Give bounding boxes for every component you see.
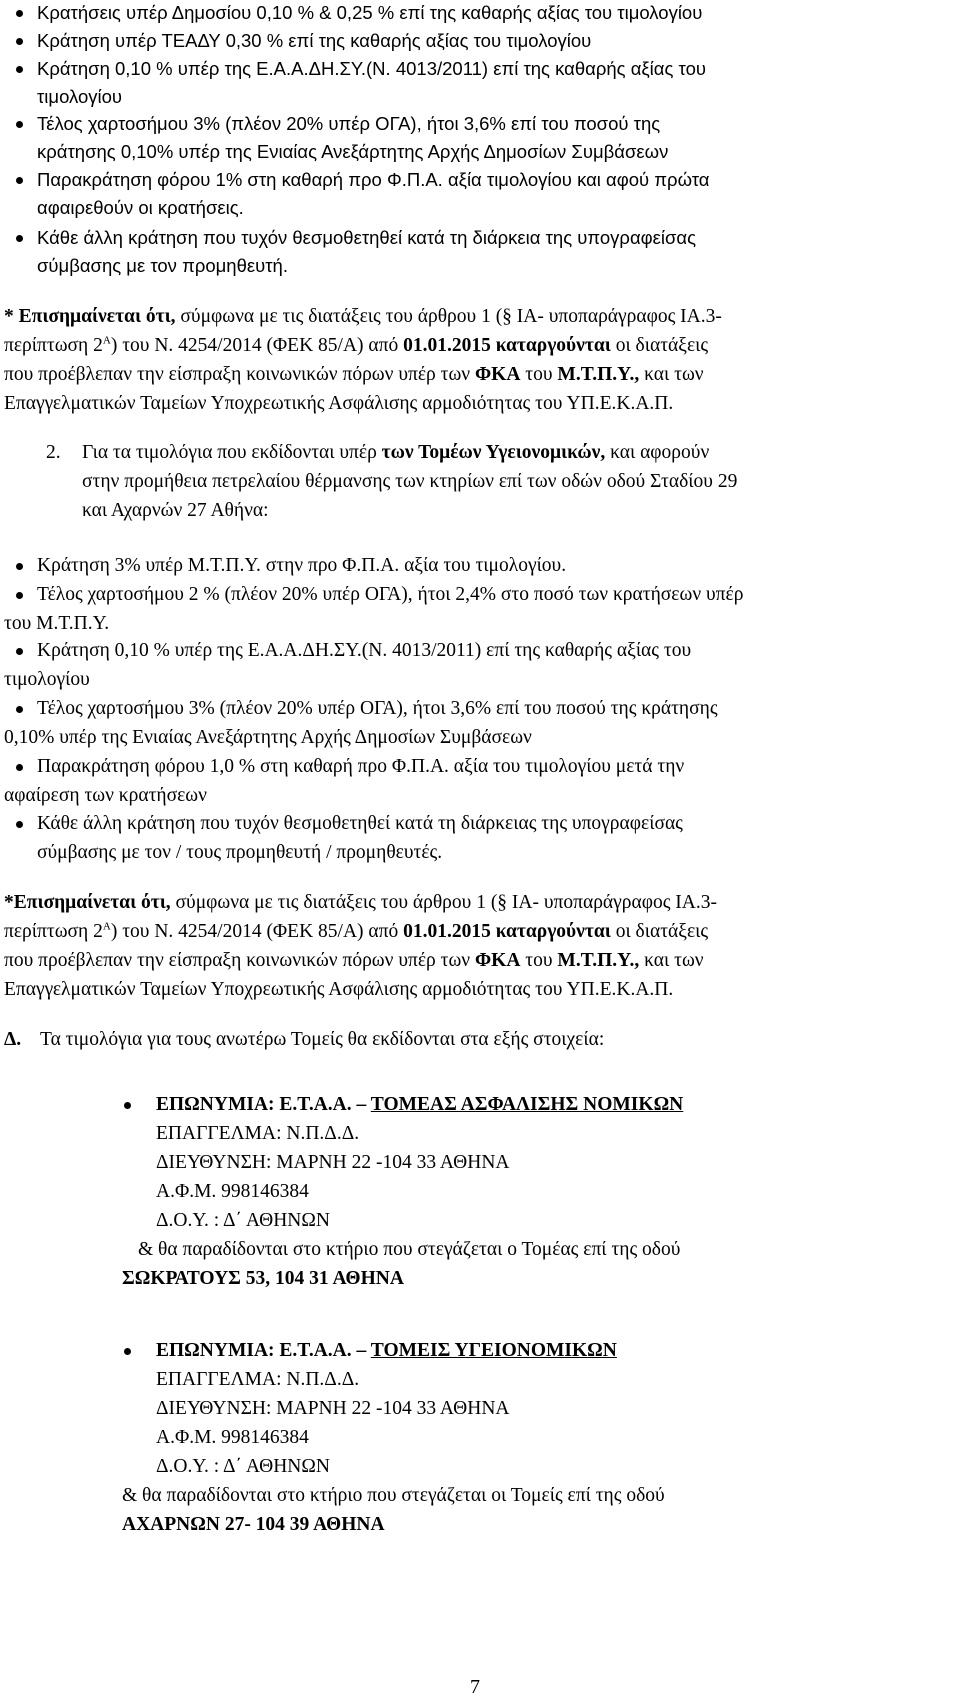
s1-bullet-6: Κάθε άλλη κράτηση που τυχόν θεσμοθετηθεί κατά τη διάρκεια της υπογραφείσας xyxy=(37,227,697,248)
section2-l1-end: και αφορούν xyxy=(610,442,710,463)
entity1-doy: Δ.Ο.Υ. : Δ΄ ΑΘΗΝΩΝ xyxy=(156,1210,330,1231)
bullet-icon xyxy=(16,121,23,128)
entity2-delivery: & θα παραδίδονται στο κτήριο που στεγάζεται οι Τομείς επί της οδού xyxy=(122,1485,665,1506)
note2-fka: ΦΚΑ xyxy=(475,950,521,971)
note1-line4: Επαγγελματικών Ταμείων Υποχρεωτικής Ασφάλισης αρμοδιότητας του ΥΠ.Ε.Κ.Α.Π. xyxy=(4,393,674,414)
section2-line2: στην προμήθεια πετρελαίου θέρμανσης των κτηρίων επί των οδών οδού Σταδίου 29 xyxy=(82,471,738,492)
entity2-occupation: ΕΠΑΓΓΕΛΜΑ: Ν.Π.Δ.Δ. xyxy=(156,1369,360,1390)
s1-bullet-2: Κράτηση υπέρ ΤΕΑΔΥ 0,30 % επί της καθαρής αξίας του τιμολογίου xyxy=(37,30,592,51)
entity1-name xyxy=(156,1095,683,1115)
s1-bullet-3-cont: τιμολογίου xyxy=(37,86,123,107)
s2-bullet-3: Κράτηση 0,10 % υπέρ της Ε.Α.Α.ΔΗ.ΣΥ.(Ν. 4013/2011) επί της καθαρής αξίας του xyxy=(37,640,692,661)
note2-date: 01.01.2015 xyxy=(403,921,491,942)
s1-bullet-1: Κρατήσεις υπέρ Δημοσίου 0,10 % & 0,25 % επί της καθαρής αξίας του τιμολογίου xyxy=(37,2,703,23)
note1-line3 xyxy=(4,365,704,385)
bullet-icon xyxy=(16,235,23,242)
note1-l3-mid: του xyxy=(525,364,553,385)
note2-line1 xyxy=(4,893,717,913)
bullet-icon xyxy=(16,764,23,771)
section2-line1 xyxy=(82,443,709,463)
entity2-street: ΑΧΑΡΝΩΝ 27- 104 39 ΑΘΗΝΑ xyxy=(122,1514,385,1535)
s2-bullet-2: Τέλος χαρτοσήμου 2 % (πλέον 20% υπέρ ΟΓΑ), ήτοι 2,4% στο ποσό των κρατήσεων υπέρ xyxy=(37,584,744,605)
note1-l2-b: ) του Ν. 4254/2014 (ΦΕΚ 85/Α) από xyxy=(110,335,399,356)
note2-l3-mid: του xyxy=(525,950,553,971)
note2-emphasis: *Επισημαίνεται ότι, xyxy=(4,892,171,913)
note2-line3 xyxy=(4,951,704,971)
note1-line1 xyxy=(4,307,722,327)
entity2-name xyxy=(156,1341,617,1361)
bullet-icon xyxy=(16,66,23,73)
s1-bullet-4-cont: κράτησης 0,10% υπέρ της Ενιαίας Ανεξάρτητης Αρχής Δημοσίων Συμβάσεων xyxy=(37,141,669,162)
bullet-icon xyxy=(124,1348,131,1355)
entity2-doy: Δ.Ο.Υ. : Δ΄ ΑΘΗΝΩΝ xyxy=(156,1456,330,1477)
entity1-occupation: ΕΠΑΓΓΕΛΜΑ: Ν.Π.Δ.Δ. xyxy=(156,1123,360,1144)
entity1-street: ΣΩΚΡΑΤΟΥΣ 53, 104 31 ΑΘΗΝΑ xyxy=(122,1268,404,1289)
s2-bullet-4-cont: 0,10% υπέρ της Ενιαίας Ανεξάρτητης Αρχής Δημοσίων Συμβάσεων xyxy=(4,727,532,748)
note1-date: 01.01.2015 xyxy=(403,335,491,356)
bullet-icon xyxy=(16,10,23,17)
section2-number: 2. xyxy=(46,442,61,463)
note1-l2-sup: Α xyxy=(102,334,111,347)
entity2-address: ΔΙΕΥΘΥΝΣΗ: ΜΑΡΝΗ 22 -104 33 ΑΘΗΝΑ xyxy=(156,1398,510,1419)
bullet-icon xyxy=(16,38,23,45)
entity2-afm: Α.Φ.Μ. 998146384 xyxy=(156,1427,309,1448)
bullet-icon xyxy=(16,563,23,570)
bullet-icon xyxy=(16,648,23,655)
note1-abolished: καταργούνται xyxy=(495,335,611,356)
s1-bullet-6-cont: σύμβασης με τον προμηθευτή. xyxy=(37,255,288,276)
s2-bullet-6: Κάθε άλλη κράτηση που τυχόν θεσμοθετηθεί κατά τη διάρκειας της υπογραφείσας xyxy=(37,813,683,834)
section2-l1-a: Για τα τιμολόγια που εκδίδονται υπέρ xyxy=(82,442,377,463)
s2-bullet-3-cont: τιμολογίου xyxy=(4,669,90,690)
note1-line2 xyxy=(4,336,708,356)
s1-bullet-4: Τέλος χαρτοσήμου 3% (πλέον 20% υπέρ ΟΓΑ), ήτοι 3,6% επί του ποσού της xyxy=(37,113,661,134)
entity2-name-a: ΕΠΩΝΥΜΙΑ: Ε.Τ.Α.Α. – xyxy=(156,1340,367,1361)
entity1-name-b: ΤΟΜΕΑΣ ΑΣΦΑΛΙΣΗΣ ΝΟΜΙΚΩΝ xyxy=(370,1094,684,1115)
note2-l2-sup: Α xyxy=(102,920,111,933)
note1-fka: ΦΚΑ xyxy=(475,364,521,385)
note1-mtpy: Μ.Τ.Π.Υ., xyxy=(557,364,640,385)
note2-l3-end: και των xyxy=(644,950,704,971)
bullet-icon xyxy=(16,177,23,184)
note1-l1-rest: σύμφωνα με τις διατάξεις του άρθρου 1 (§ ΙΑ- υποπαράγραφος ΙΑ.3- xyxy=(180,306,722,327)
s1-bullet-3: Κράτηση 0,10 % υπέρ της Ε.Α.Α.ΔΗ.ΣΥ.(Ν. 4013/2011) επί της καθαρής αξίας του xyxy=(37,58,706,79)
note2-line4: Επαγγελματικών Ταμείων Υποχρεωτικής Ασφάλισης αρμοδιότητας του ΥΠ.Ε.Κ.Α.Π. xyxy=(4,979,674,1000)
note1-l3-a: που προέβλεπαν την είσπραξη κοινωνικών πόρων υπέρ των xyxy=(4,364,471,385)
note2-l1-rest: σύμφωνα με τις διατάξεις του άρθρου 1 (§ ΙΑ- υποπαράγραφος ΙΑ.3- xyxy=(175,892,717,913)
bullet-icon xyxy=(124,1102,131,1109)
entity1-afm: Α.Φ.Μ. 998146384 xyxy=(156,1181,309,1202)
s2-bullet-4: Τέλος χαρτοσήμου 3% (πλέον 20% υπέρ ΟΓΑ), ήτοι 3,6% επί του ποσού της κράτησης xyxy=(37,698,718,719)
s2-bullet-5-cont: αφαίρεση των κρατήσεων xyxy=(4,785,207,806)
s2-bullet-2-cont: του Μ.Τ.Π.Υ. xyxy=(4,613,110,634)
section2-line3: και Αχαρνών 27 Αθήνα: xyxy=(82,500,269,521)
note1-emphasis: * Επισημαίνεται ότι, xyxy=(4,306,176,327)
note1-l3-end: και των xyxy=(644,364,704,385)
entity2-name-b: ΤΟΜΕΙΣ ΥΓΕΙΟΝΟΜΙΚΩΝ xyxy=(370,1340,617,1361)
s1-bullet-5-cont: αφαιρεθούν οι κρατήσεις. xyxy=(37,197,244,218)
page-number: 7 xyxy=(470,1676,480,1698)
note1-l2-a: περίπτωση 2 xyxy=(4,335,103,356)
note2-l2-b: ) του Ν. 4254/2014 (ΦΕΚ 85/Α) από xyxy=(110,921,399,942)
note2-l3-a: που προέβλεπαν την είσπραξη κοινωνικών πόρων υπέρ των xyxy=(4,950,471,971)
entity1-address: ΔΙΕΥΘΥΝΣΗ: ΜΑΡΝΗ 22 -104 33 ΑΘΗΝΑ xyxy=(156,1152,510,1173)
sectionD-letter: Δ. xyxy=(4,1029,22,1050)
note1-l2-end: οι διατάξεις xyxy=(615,335,709,356)
note2-l2-end: οι διατάξεις xyxy=(615,921,709,942)
sectionD-text: Τα τιμολόγια για τους ανωτέρω Τομείς θα εκδίδονται στα εξής στοιχεία: xyxy=(40,1029,605,1050)
bullet-icon xyxy=(16,592,23,599)
s2-bullet-6-cont: σύμβασης με τον / τους προμηθευτή / προμηθευτές. xyxy=(37,842,443,863)
s2-bullet-5: Παρακράτηση φόρου 1,0 % στη καθαρή προ Φ.Π.Α. αξία του τιμολογίου μετά την xyxy=(37,756,685,777)
bullet-icon xyxy=(16,821,23,828)
section2-sectors: των Τομέων Υγειονομικών, xyxy=(381,442,606,463)
bullet-icon xyxy=(16,706,23,713)
s2-bullet-1: Κράτηση 3% υπέρ Μ.Τ.Π.Υ. στην προ Φ.Π.Α. αξία του τιμολογίου. xyxy=(37,555,567,576)
s1-bullet-5: Παρακράτηση φόρου 1% στη καθαρή προ Φ.Π.Α. αξία τιμολογίου και αφού πρώτα xyxy=(37,169,710,190)
note2-mtpy: Μ.Τ.Π.Υ., xyxy=(557,950,640,971)
note2-line2 xyxy=(4,922,708,942)
note2-l2-a: περίπτωση 2 xyxy=(4,921,103,942)
entity1-name-a: ΕΠΩΝΥΜΙΑ: Ε.Τ.Α.Α. – xyxy=(156,1094,367,1115)
entity1-delivery: & θα παραδίδονται στο κτήριο που στεγάζεται ο Τομέας επί της οδού xyxy=(138,1239,681,1260)
note2-abolished: καταργούνται xyxy=(495,921,611,942)
